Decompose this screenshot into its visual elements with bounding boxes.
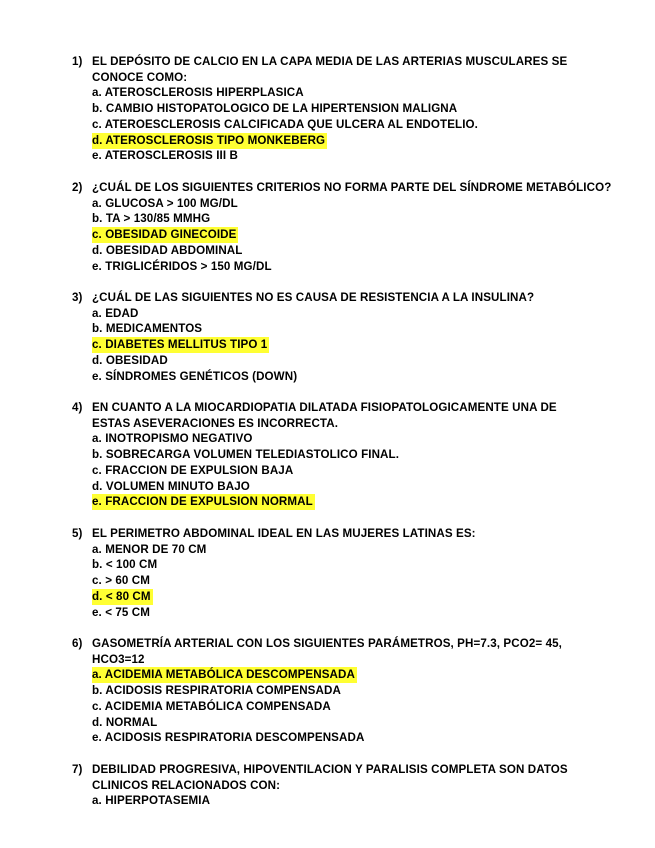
answer-option-highlighted: c. OBESIDAD GINECOIDE [92, 228, 237, 242]
answer-option: e. TRIGLICÉRIDOS > 150 MG/DL [92, 259, 272, 273]
question-number: 2) [72, 181, 83, 194]
question-text: ¿CUÁL DE LOS SIGUIENTES CRITERIOS NO FORMA PARTE DEL SÍNDROME METABÓLICO? [92, 181, 612, 194]
answer-option: b. < 100 CM [92, 558, 158, 572]
answer-option: e. ATEROSCLEROSIS III B [92, 149, 238, 163]
question-text: HCO3=12 [92, 652, 145, 666]
answer-option: d. OBESIDAD [92, 353, 168, 367]
question-text: EL PERIMETRO ABDOMINAL IDEAL EN LAS MUJERES LATINAS ES: [92, 527, 476, 540]
question-number: 6) [72, 637, 83, 650]
answer-option: e. ACIDOSIS RESPIRATORIA DESCOMPENSADA [92, 731, 365, 745]
answer-option: e. SÍNDROMES GENÉTICOS (DOWN) [92, 369, 298, 383]
answer-option: b. CAMBIO HISTOPATOLOGICO DE LA HIPERTENSION MALIGNA [92, 102, 458, 116]
answer-option-highlighted: a. ACIDEMIA METABÓLICA DESCOMPENSADA [92, 668, 355, 682]
answer-option: d. NORMAL [92, 715, 158, 729]
answer-option: d. VOLUMEN MINUTO BAJO [92, 479, 250, 493]
answer-option: c. > 60 CM [92, 574, 151, 588]
question-number: 7) [72, 763, 83, 776]
question-text: DEBILIDAD PROGRESIVA, HIPOVENTILACION Y PARALISIS COMPLETA SON DATOS [92, 763, 568, 776]
answer-option: a. GLUCOSA > 100 MG/DL [92, 196, 238, 210]
answer-option: b. SOBRECARGA VOLUMEN TELEDIASTOLICO FINAL. [92, 448, 400, 462]
answer-option: a. ATEROSCLEROSIS HIPERPLASICA [92, 86, 304, 100]
question-text: CONOCE COMO: [92, 70, 188, 84]
question-text: EL DEPÓSITO DE CALCIO EN LA CAPA MEDIA DE LAS ARTERIAS MUSCULARES SE [92, 55, 568, 68]
question-text: GASOMETRÍA ARTERIAL CON LOS SIGUIENTES PARÁMETROS, PH=7.3, PCO2= 45, [92, 637, 562, 650]
question-number: 1) [72, 55, 83, 68]
answer-option-highlighted: c. DIABETES MELLITUS TIPO 1 [92, 338, 268, 352]
answer-option: b. ACIDOSIS RESPIRATORIA COMPENSADA [92, 684, 341, 698]
answer-option: c. ACIDEMIA METABÓLICA COMPENSADA [92, 699, 331, 713]
answer-option: a. EDAD [92, 306, 139, 320]
answer-option: b. MEDICAMENTOS [92, 322, 203, 336]
answer-option: d. OBESIDAD ABDOMINAL [92, 243, 243, 257]
question-text: CLINICOS RELACIONADOS CON: [92, 778, 281, 792]
question-text: ESTAS ASEVERACIONES ES INCORRECTA. [92, 416, 339, 430]
question-text: EN CUANTO A LA MIOCARDIOPATIA DILATADA FISIOPATOLOGICAMENTE UNA DE [92, 401, 557, 414]
answer-option-highlighted: d. ATEROSCLEROSIS TIPO MONKEBERG [92, 133, 326, 147]
answer-option: a. INOTROPISMO NEGATIVO [92, 432, 253, 446]
question-text: ¿CUÁL DE LAS SIGUIENTES NO ES CAUSA DE RESISTENCIA A LA INSULINA? [92, 291, 535, 304]
answer-option: a. HIPERPOTASEMIA [92, 794, 211, 808]
answer-option-highlighted: e. FRACCION DE EXPULSION NORMAL [92, 495, 313, 509]
question-number: 3) [72, 291, 83, 304]
question-number: 4) [72, 401, 83, 414]
answer-option: e. < 75 CM [92, 605, 151, 619]
answer-option-highlighted: d. < 80 CM [92, 589, 151, 603]
answer-option: b. TA > 130/85 MMHG [92, 212, 211, 226]
answer-option: a. MENOR DE 70 CM [92, 542, 207, 556]
answer-option: c. FRACCION DE EXPULSION BAJA [92, 463, 294, 477]
answer-option: c. ATEROESCLEROSIS CALCIFICADA QUE ULCERA AL ENDOTELIO. [92, 117, 478, 131]
question-number: 5) [72, 527, 83, 540]
